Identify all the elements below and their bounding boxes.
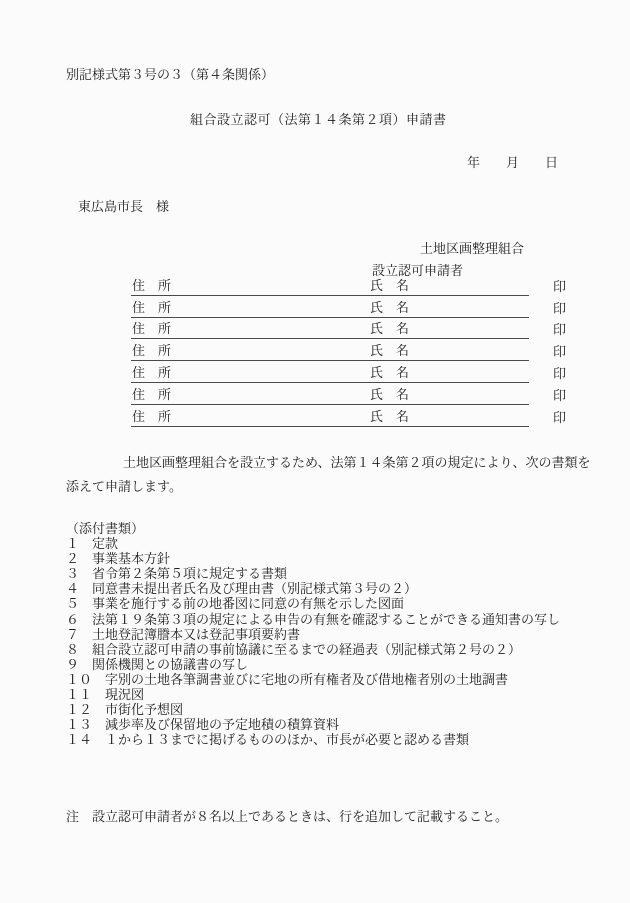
signature-row-5 [131, 361, 566, 383]
attachment-item-1: １ 定款 [66, 536, 119, 552]
form-number: 別記様式第３号の３（第４条関係） [66, 67, 275, 82]
seal-label: 印 [553, 278, 567, 294]
document-title: 組合設立認可（法第１４条第２項）申請書 [190, 112, 447, 127]
seal-label: 印 [553, 344, 567, 360]
address-label: 住 所 [132, 343, 172, 359]
attachment-item-7: ７ 土地登記簿謄本又は登記事項要約書 [66, 626, 301, 642]
addressee: 東広島市長 様 [78, 199, 170, 214]
name-label: 氏 名 [370, 299, 410, 315]
attachment-item-3: ３ 省令第２条第５項に規定する書類 [66, 566, 288, 582]
name-input-area[interactable] [411, 301, 528, 317]
statement-line-1: 土地区画整理組合を設立するため、法第１４条第２項の規定により、次の書類を [123, 455, 591, 470]
attachments-heading: （添付書類） [66, 521, 145, 536]
statement-line-2: 添えて申請します。 [66, 479, 182, 494]
attachment-item-11: １１ 現況図 [66, 687, 145, 703]
attachment-item-12: １２ 市街化予想図 [66, 702, 184, 718]
signature-row-2 [131, 296, 566, 318]
attachment-item-8: ８ 組合設立認可申請の事前協議に至るまでの経過表（別記様式第２号の２） [66, 641, 522, 657]
attachment-item-10: １０ 字別の土地各筆調書並びに宅地の所有権者及び借地権者別の土地調書 [66, 671, 509, 687]
signature-row-7 [131, 405, 566, 427]
seal-label: 印 [553, 387, 567, 403]
address-input-area[interactable] [173, 410, 368, 426]
signature-row-1 [131, 274, 566, 296]
signature-line [131, 361, 529, 383]
attachment-item-2: ２ 事業基本方針 [66, 551, 171, 567]
signature-row-6 [131, 383, 566, 405]
address-input-area[interactable] [173, 301, 368, 317]
signature-line [131, 274, 529, 296]
seal-label: 印 [553, 300, 567, 316]
seal-label: 印 [553, 365, 567, 381]
applicant-role-label: 設立認可申請者 [372, 263, 464, 278]
attachments-section [66, 521, 560, 747]
date-line: 年 月 日 [466, 155, 558, 170]
name-label: 氏 名 [370, 386, 410, 402]
address-label: 住 所 [132, 386, 172, 402]
application-statement [66, 451, 591, 499]
name-label: 氏 名 [370, 343, 410, 359]
seal-label: 印 [553, 322, 567, 338]
signature-line [131, 339, 529, 361]
address-input-area[interactable] [173, 388, 368, 404]
address-input-area[interactable] [173, 322, 368, 338]
organization-name: 土地区画整理組合 [420, 241, 525, 256]
address-label: 住 所 [132, 277, 172, 293]
address-label: 住 所 [132, 299, 172, 315]
address-label: 住 所 [132, 364, 172, 380]
attachment-item-9: ９ 関係機関との協議書の写し [66, 656, 249, 672]
applicant-signature-rows [131, 274, 566, 427]
name-label: 氏 名 [370, 364, 410, 380]
address-label: 住 所 [132, 321, 172, 337]
name-label: 氏 名 [370, 408, 410, 424]
name-input-area[interactable] [411, 388, 528, 404]
seal-label: 印 [553, 409, 567, 425]
name-input-area[interactable] [411, 366, 528, 382]
address-input-area[interactable] [173, 344, 368, 360]
attachment-item-13: １３ 減歩率及び保留地の予定地積の積算資料 [66, 717, 340, 733]
signature-row-4 [131, 339, 566, 361]
address-input-area[interactable] [173, 366, 368, 382]
signature-line [131, 296, 529, 318]
attachment-item-6: ６ 法第１９条第３項の規定による申告の有無を確認することができる通知書の写し [66, 611, 561, 627]
name-label: 氏 名 [370, 321, 410, 337]
attachment-item-14: １４ １から１３までに掲げるもののほか、市長が必要と認める書類 [66, 732, 470, 748]
name-input-area[interactable] [411, 410, 528, 426]
signature-line [131, 383, 529, 405]
signature-line [131, 405, 529, 427]
address-label: 住 所 [132, 408, 172, 424]
name-input-area[interactable] [411, 322, 528, 338]
name-input-area[interactable] [411, 279, 528, 295]
attachment-item-4: ４ 同意書未提出者氏名及び理由書（別記様式第３号の２） [66, 581, 418, 597]
footnote: 注 設立認可申請者が８名以上であるときは、行を追加して記載すること。 [66, 809, 509, 824]
address-input-area[interactable] [173, 279, 368, 295]
signature-line [131, 318, 529, 340]
name-label: 氏 名 [370, 277, 410, 293]
name-input-area[interactable] [411, 344, 528, 360]
attachment-item-5: ５ 事業を施行する前の地番図に同意の有無を示した図面 [66, 596, 405, 612]
signature-row-3 [131, 318, 566, 340]
